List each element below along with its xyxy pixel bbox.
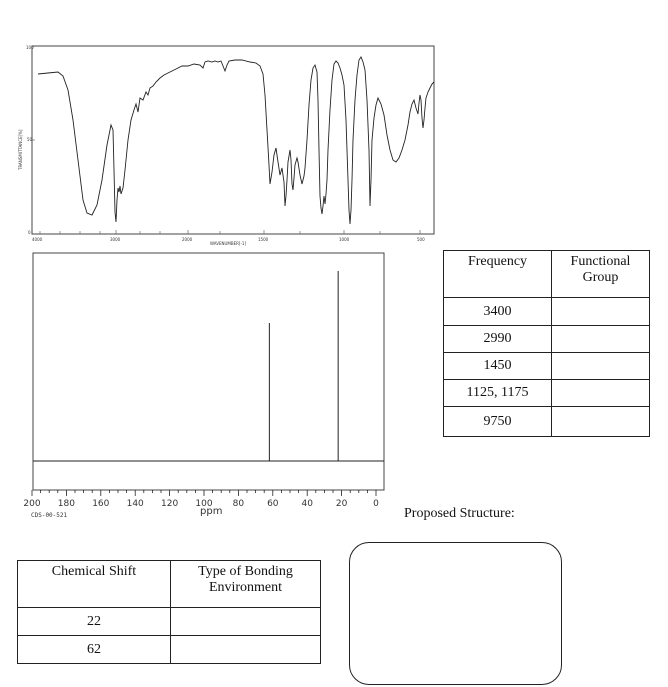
ir-x-tick: 3000 (110, 237, 121, 242)
nmr-frame (33, 253, 384, 490)
ir-x-tick: 1000 (339, 237, 350, 242)
ir-table-group-cell[interactable] (552, 407, 650, 437)
nmr-tick-label: 180 (57, 499, 75, 509)
ir-table-group-cell[interactable] (552, 298, 650, 326)
ir-table-group-cell[interactable] (552, 353, 650, 380)
ir-y-tick: 100 (26, 45, 34, 50)
proposed-structure-label: Proposed Structure: (404, 506, 515, 521)
nmr-tick-label: 80 (232, 499, 245, 509)
ir-table-group-cell[interactable] (552, 326, 650, 353)
proposed-structure-box[interactable] (349, 542, 562, 685)
shift-table-header-bonding-environment: Type of Bonding Environment (171, 561, 321, 608)
ir-frequency-table (443, 250, 650, 437)
ir-y-axis-label: TRANSMITTANCE[%] (18, 129, 23, 170)
nmr-tick-label: 140 (126, 499, 144, 509)
nmr-tick-label: 0 (373, 499, 379, 509)
nmr-tick-label: 60 (267, 499, 279, 509)
nmr-tick-label: 120 (161, 499, 179, 509)
ir-x-tick: 500 (417, 237, 425, 242)
ir-table-frequency-cell: 9750 (444, 407, 552, 437)
nmr-sample-code: CDS-00-521 (31, 512, 68, 519)
ir-trace (38, 57, 434, 224)
shift-table-value-cell: 62 (18, 636, 171, 664)
ir-y-tick: 0 (28, 230, 31, 235)
ir-table-header-frequency: Frequency (444, 251, 552, 298)
nmr-tick-label: 160 (92, 499, 110, 509)
ir-frame (32, 46, 434, 234)
shift-table-environment-cell[interactable] (171, 636, 321, 664)
nmr-unit-label: ppm (200, 506, 223, 517)
shift-table-header-chemical-shift: Chemical Shift (18, 561, 171, 608)
ir-x-tick: 1500 (258, 237, 269, 242)
nmr-tick-label: 200 (23, 499, 41, 509)
shift-table-environment-cell[interactable] (171, 608, 321, 636)
ir-spectrum (0, 0, 668, 250)
ir-table-frequency-cell: 1450 (444, 353, 552, 380)
shift-table-value-cell: 22 (18, 608, 171, 636)
chemical-shift-table (17, 560, 321, 664)
ir-x-axis-label: WAVENUMBER[-1] (210, 241, 247, 246)
ir-table-header-functional-group: Functional Group (552, 251, 650, 298)
nmr-tick-label: 100 (195, 499, 213, 509)
ir-table-group-cell[interactable] (552, 380, 650, 407)
nmr-tick-label: 40 (301, 499, 313, 509)
ir-table-frequency-cell: 2990 (444, 326, 552, 353)
ir-x-tick: 4000 (32, 237, 43, 242)
ir-y-tick: 50 (27, 137, 33, 142)
ir-table-frequency-cell: 1125, 1175 (444, 380, 552, 407)
nmr-spectrum (0, 248, 400, 530)
ir-x-tick: 2000 (182, 237, 193, 242)
nmr-tick-label: 20 (335, 499, 348, 509)
ir-table-frequency-cell: 3400 (444, 298, 552, 326)
